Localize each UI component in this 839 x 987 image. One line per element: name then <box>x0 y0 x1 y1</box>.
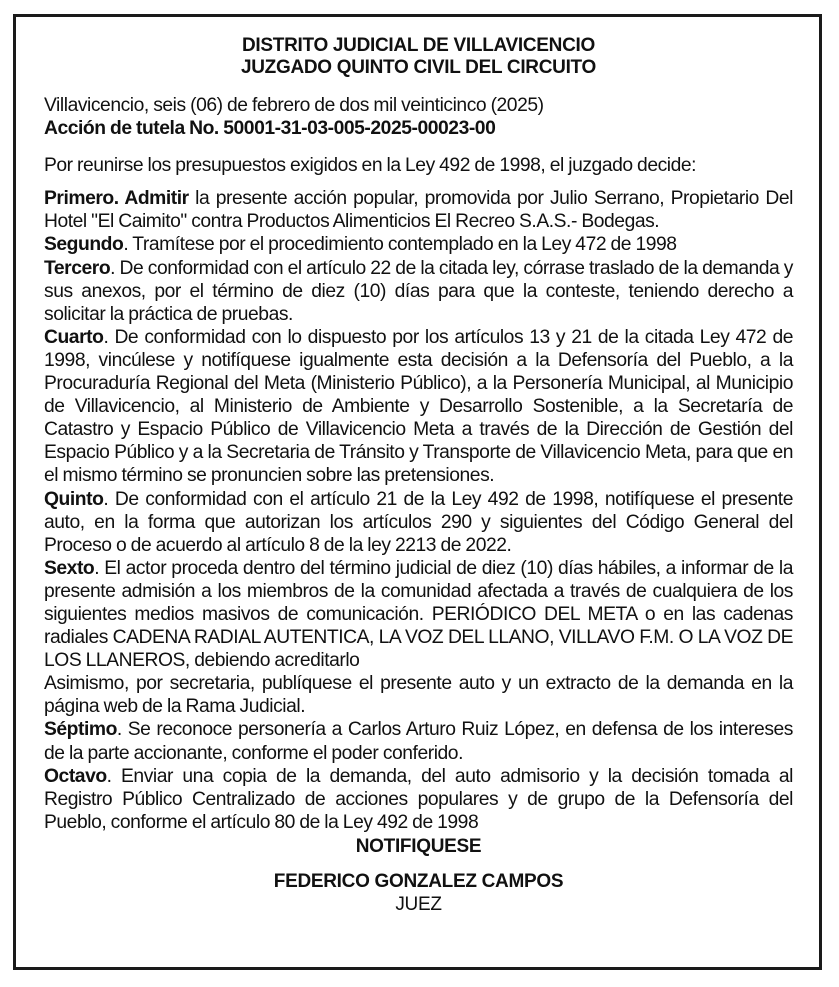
article-text: la presente acción popular, promovida por Julio Serrano, Propietario Del Hotel "El Caimito" contra Productos Alimenticios El Recreo S.A.S.- Bodegas. <box>44 188 793 233</box>
decision-intro: Por reunirse los presupuestos exigidos en la Ley 492 de 1998, el juzgado decide: <box>44 155 697 177</box>
date-line: Villavicencio, seis (06) de febrero de dos mil veinticinco (2025) <box>44 95 544 116</box>
signer-role: JUEZ <box>395 893 442 915</box>
district-title: DISTRITO JUDICIAL DE VILLAVICENCIO <box>242 35 595 56</box>
article-sexto <box>44 557 793 672</box>
article-label: Séptimo <box>44 719 117 741</box>
article-text: . De conformidad con el artículo 21 de la Ley 492 de 1998, notifíquese el presente auto, en la forma que autorizan los artículos 290 y siguientes del Código General del Proceso o de acuerdo al artículo 8 de la ley 2213 de 2022. <box>44 488 793 556</box>
article-label: Tercero <box>44 257 111 279</box>
article-label: Primero. Admitir <box>44 188 189 210</box>
article-primero <box>44 187 793 233</box>
notify-heading: NOTIFIQUESE <box>355 835 482 857</box>
court-title: JUZGADO QUINTO CIVIL DEL CIRCUITO <box>240 57 596 78</box>
article-label: Cuarto <box>44 326 104 348</box>
article-text: . El actor proceda dentro del término judicial de diez (10) días hábiles, a informar de la presente admisión a los miembros de la comunidad afectada a través de cualquiera de los siguientes medios masivos de comunicación. PERIÓDICO DEL META o en las cadenas radiales CADENA RADIAL AUTENTICA, LA VOZ DEL LLANO, VILLAVO F.M. O LA VOZ DE LOS LLANEROS, debiendo acreditarlo <box>44 557 793 672</box>
article-segundo <box>44 233 793 256</box>
article-cuarto <box>44 326 793 488</box>
article-label: Sexto <box>44 557 95 579</box>
intro <box>44 94 793 140</box>
article-quinto <box>44 488 793 557</box>
article-text: . De conformidad con el artículo 22 de la citada ley, córrase traslado de la demanda y sus anexos, por el término de diez (10) días para que la conteste, teniendo derecho a solicitar la práctica de pruebas. <box>44 257 793 325</box>
article-octavo <box>44 765 793 834</box>
signer-name: FEDERICO GONZALEZ CAMPOS <box>273 870 564 892</box>
notice-frame <box>13 14 822 970</box>
article-text: . Enviar una copia de la demanda, del auto admisorio y la decisión tomada al Registro Público Centralizado de acciones populares y de grupo de la Defensoría del Pueblo, conforme el artículo 80 de la Ley 492 de 1998 <box>44 765 793 833</box>
articles <box>44 187 793 834</box>
article-label: Octavo <box>44 765 107 787</box>
closing <box>44 836 793 916</box>
article-label: Segundo <box>44 234 124 256</box>
article-text: . De conformidad con lo dispuesto por los artículos 13 y 21 de la citada Ley 472 de 1998, vincúlese y notifíquese igualmente esta decisión a la Defensoría del Pueblo, a la Procuraduría Regional del Meta (Ministerio Público), a la Personería Municipal, al Municipio de Villavicencio, al Ministerio de Ambiente y Desarrollo Sostenible, a la Secretaría de Catastro y Espacio Público de Villavicencio Meta a través de la Dirección de Gestión del Espacio Público y a la Secretaria de Tránsito y Transporte de Villavicencio Meta, para que en el mismo término se pronuncien sobre las pretensiones. <box>44 326 793 487</box>
article-asimismo: Asimismo, por secretaria, publíquese el presente auto y un extracto de la demanda en la página web de la Rama Judicial. <box>44 673 793 718</box>
article-text: . Tramítese por el procedimiento contemplado en la Ley 472 de 1998 <box>123 234 677 256</box>
case-number: Acción de tutela No. 50001-31-03-005-2025-00023-00 <box>44 118 496 140</box>
article-label: Quinto <box>44 488 104 510</box>
article-text: . Se reconoce personería a Carlos Arturo Ruiz López, en defensa de los intereses de la parte accionante, conforme el poder conferido. <box>44 719 793 764</box>
article-tercero <box>44 257 793 326</box>
header <box>44 35 793 79</box>
article-septimo <box>44 718 793 764</box>
